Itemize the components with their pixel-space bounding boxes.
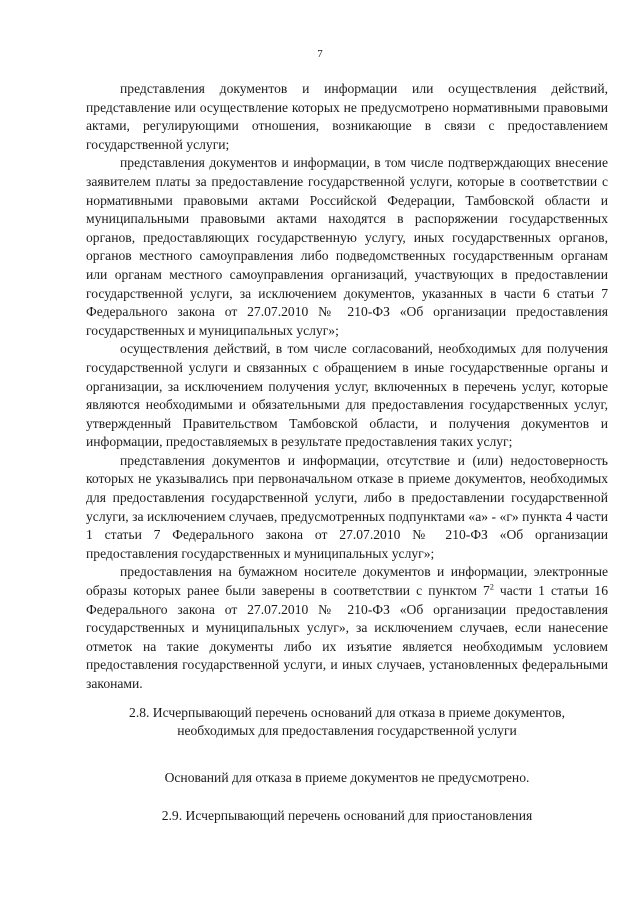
heading-line: 2.8. Исчерпывающий перечень оснований для отказа в приеме документов,: [129, 704, 565, 720]
section-heading-2-9: 2.9. Исчерпывающий перечень оснований для приостановления: [161, 808, 533, 824]
paragraph: осуществления действий, в том числе согласований, необходимых для получения государственной услуги и связанных с обращением в иные государственные органы и организации, за исключением получения услуг, включенных в перечень услуг, которые являются необходимыми и обязательными для предоставления государственных услуг, утвержденный Правительством Тамбовской области, и получения документов и информации, предоставляемых в результате предоставления таких услуг;: [86, 341, 608, 450]
superscript: 2: [489, 582, 494, 592]
section-heading-2-8: [86, 704, 608, 741]
paragraph: представления документов и информации, отсутствие и (или) недостоверность которых не указывались при первоначальном отказе в приеме документов, необходимых для предоставления государственной услуги, либо в предоставлении государственной услуги, за исключением случаев, предусмотренных подпунктами «а» - «г» пункта 4 части 1 статьи 7 Федерального закона от 27.07.2010 № 210-ФЗ «Об организации предоставления государственных и муниципальных услуг»;: [86, 452, 608, 561]
page-number: 7: [317, 48, 323, 60]
paragraph: [86, 563, 608, 693]
paragraph-text: предоставления на бумажном носителе документов и информации, электронные образы которых ранее были заверены в соответствии с пунктом 7: [86, 564, 608, 599]
paragraph-text: части 1 статьи 16 Федерального закона от 27.07.2010 № 210-ФЗ «Об организации предоставления государственных и муниципальных услуг», за исключением случаев, если нанесение отметок на такие документы либо их изъятие является необходимым условием предоставления государственной услуги, и иных случаев, установленных федеральными законами.: [86, 583, 608, 691]
paragraph: представления документов и информации, в том числе подтверждающих внесение заявителем платы за предоставление государственной услуги, которые в соответствии с нормативными правовыми актами Российской Федерации, Тамбовской области и муниципальными правовыми актами находятся в распоряжении государственных органов, предоставляющих государственную услугу, иных государственных органов, органов местного самоуправления либо подведомственных государственным органам или органам местного самоуправления организаций, участвующих в предоставлении государственной услуги, за исключением документов, указанных в части 6 статьи 7 Федерального закона от 27.07.2010 № 210-ФЗ «Об организации предоставления государственных и муниципальных услуг»;: [86, 155, 608, 338]
paragraph: представления документов и информации или осуществления действий, представление или осуществление которых не предусмотрено нормативными правовыми актами, регулирующими отношения, возникающие в связи с предоставлением государственной услуги;: [86, 81, 608, 152]
no-refusal-statement: Оснований для отказа в приеме документов не предусмотрено.: [164, 769, 530, 785]
document-body: [86, 80, 608, 826]
heading-line: необходимых для предоставления государственной услуги: [177, 723, 517, 739]
